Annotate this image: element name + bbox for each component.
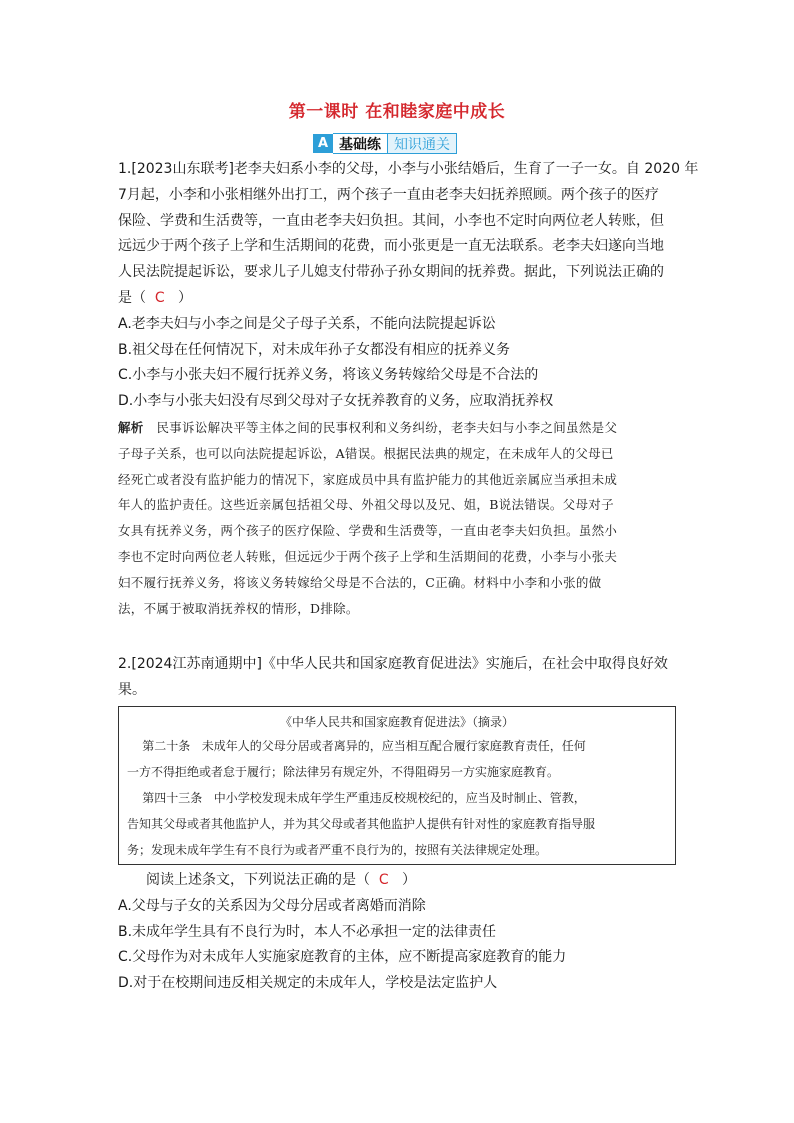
option-d: D.对于在校期间违反相关规定的未成年人，学校是法定监护人 — [118, 975, 498, 992]
option-a: A.老李夫妇与小李之间是父子母子关系，不能向法院提起诉讼 — [118, 315, 496, 332]
explanation-line: 子母子关系，也可以向法院提起诉讼，A错误。根据民法典的规定，在未成年人的父母已 — [118, 445, 614, 461]
excerpt-line: 第二十条 未成年人的父母分居或者离异的，应当相互配合履行家庭教育责任，任何 — [127, 739, 586, 753]
badge-main-label: 基础练 — [333, 133, 387, 154]
badge-letter: A — [313, 134, 333, 153]
question-1-line: 远远少于两个孩子上学和生活期间的花费，而小张更是一直无法联系。老李夫妇遂向当地 — [118, 238, 664, 255]
option-b: B.未成年学生具有不良行为时，本人不必承担一定的法律责任 — [118, 923, 497, 940]
explanation-1 — [118, 415, 678, 621]
question-1-line: 7月起，小李和小张相继外出打工，两个孩子一直由老李夫妇抚养照顾。两个孩子的医疗 — [118, 186, 659, 203]
option-c: C.小李与小张夫妇不履行抚养义务，将该义务转嫁给父母是不合法的 — [118, 367, 539, 384]
excerpt-title: 《中华人民共和国家庭教育促进法》（摘录） — [279, 715, 514, 729]
explanation-label: 解析 — [118, 420, 144, 435]
question-1-line: 1.[2023山东联考]老李夫妇系小李的父母，小李与小张结婚后，生育了一子一女。自 2020 年 — [118, 161, 699, 177]
question-2-line: 2.[2024江苏南通期中]《中华人民共和国家庭教育促进法》实施后，在社会中取得良好效 — [118, 656, 668, 672]
option-d: D.小李与小张夫妇没有尽到父母对子女抚养教育的义务，应取消抚养权 — [118, 393, 554, 410]
law-excerpt-box — [118, 706, 676, 865]
question-1-line: 保险、学费和生活费等，一直由老李夫妇负担。其间，小李也不定时向两位老人转账，但 — [118, 212, 664, 229]
explanation-line: 解析 民事诉讼解决平等主体之间的民事权利和义务纠纷，老李夫妇与小李之间虽然是父 — [118, 420, 618, 435]
excerpt-line: 告知其父母或者其他监护人，并为其父母或者其他监护人提供有针对性的家庭教育指导服 — [127, 817, 596, 831]
explanation-line: 年人的监护责任。这些近亲属包括祖父母、外祖父母以及兄、姐，B说法错误。父母对子 — [118, 497, 614, 513]
explanation-line: 妇不履行抚养义务，将该义务转嫁给父母是不合法的，C正确。材料中小李和小张的做 — [118, 574, 602, 590]
option-c: C.父母作为对未成年人实施家庭教育的主体，应不断提高家庭教育的能力 — [118, 949, 567, 966]
question-2-stem — [118, 868, 678, 997]
page-title: 第一课时 在和睦家庭中成长 — [288, 102, 506, 122]
answer-mark: C — [378, 872, 389, 888]
option-b: B.祖父母在任何情况下，对未成年孙子女都没有相应的抚养义务 — [118, 341, 511, 358]
question-1 — [118, 157, 699, 415]
explanation-line: 法，不属于被取消抚养权的情形，D排除。 — [118, 600, 359, 616]
excerpt-line: 务；发现未成年学生有不良行为或者严重不良行为的，按照有关法律规定处理。 — [127, 843, 548, 857]
explanation-line: 女具有抚养义务，两个孩子的医疗保险、学费和生活费等，一直由老李夫妇负担。虽然小 — [118, 523, 618, 539]
answer-mark: C — [154, 289, 165, 306]
question-1-stem-end: 是（ C ） — [118, 289, 193, 306]
explanation-line: 经死亡或者没有监护能力的情况下，家庭成员中具有监护能力的其他近亲属应当承担未成 — [118, 471, 618, 487]
section-badge — [313, 134, 457, 153]
question-2 — [118, 652, 678, 704]
excerpt-line: 一方不得拒绝或者怠于履行；除法律另有规定外，不得阻碍另一方实施家庭教育。 — [127, 765, 560, 779]
excerpt-line: 第四十三条 中小学校发现未成年学生严重违反校规校纪的，应当及时制止、管教， — [127, 791, 586, 805]
question-2-prompt: 阅读上述条文，下列说法正确的是（ C ） — [146, 872, 417, 888]
question-2-line: 果。 — [118, 681, 146, 698]
question-1-line: 人民法院提起诉讼，要求儿子儿媳支付带孙子孙女期间的抚养费。据此，下列说法正确的 — [118, 264, 664, 281]
badge-sub-label: 知识通关 — [387, 133, 457, 154]
explanation-line: 李也不定时向两位老人转账，但远远少于两个孩子上学和生活期间的花费，小李与小张夫 — [118, 548, 618, 564]
option-a: A.父母与子女的关系因为父母分居或者离婚而消除 — [118, 897, 426, 914]
